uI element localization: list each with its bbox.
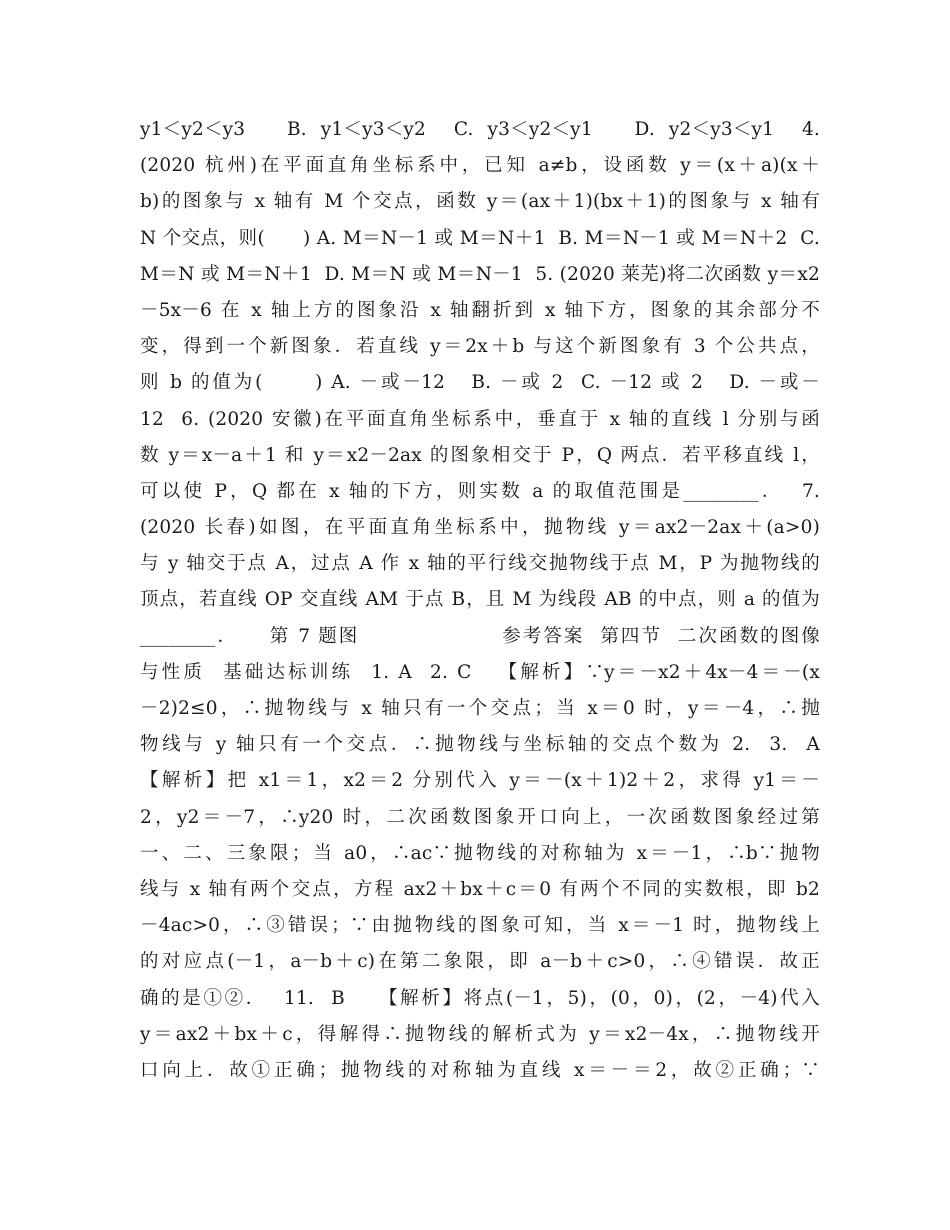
text-line: －5x－6 在 x 轴上方的图象沿 x 轴翻折到 x 轴下方，图象的其余部分不 <box>140 299 820 321</box>
text-line: 变，得到一个新图象．若直线 y＝2x＋b 与这个新图象有 3 个公共点， <box>140 336 820 358</box>
text-line: 与性质 基础达标训练 1. A 2. C 【解析】∵y＝－x2＋4x－4＝－(x <box>140 661 820 683</box>
text-line: 则 b 的值为( ) A. －或－12 B. －或 2 C. －12 或 2 D. －或－ <box>140 372 820 394</box>
text-line: y＝ax2＋bx＋c，得解得∴抛物线的解析式为 y＝x2－4x，∴抛物线开 <box>140 1023 820 1045</box>
text-line: 2，y2＝－7，∴y20 时，二次函数图象开口向上，一次函数图象经过第 <box>140 806 820 828</box>
text-line: M＝N 或 M＝N＋1 D. M＝N 或 M＝N－1 5. (2020 莱芜)将二次函数 y＝x2 <box>140 263 820 285</box>
text-line: 确的是①②． 11. B 【解析】将点(－1，5)，(0，0)，(2，－4)代入 <box>140 987 820 1009</box>
text-line: 与 y 轴交于点 A，过点 A 作 x 轴的平行线交抛物线于点 M，P 为抛物线的 <box>140 553 820 575</box>
text-line: N 个交点，则( ) A. M＝N－1 或 M＝N＋1 B. M＝N－1 或 M＝N＋2 C. <box>140 227 820 249</box>
text-line: 12 6. (2020 安徽)在平面直角坐标系中，垂直于 x 轴的直线 l 分别与函 <box>140 408 820 430</box>
text-line: 口向上．故①正确；抛物线的对称轴为直线 x＝－＝2，故②正确；∵ <box>140 1059 820 1081</box>
text-line: 一、二、三象限；当 a0，∴ac∵抛物线的对称轴为 x＝－1，∴b∵抛物 <box>140 842 820 864</box>
text-line: －2)2≤0，∴抛物线与 x 轴只有一个交点；当 x＝0 时，y＝－4，∴抛 <box>140 698 820 719</box>
text-line: －4ac>0，∴③错误；∵由抛物线的图象可知，当 x＝－1 时，抛物线上 <box>140 915 820 937</box>
text-line: (2020 杭州)在平面直角坐标系中，已知 a≠b，设函数 y＝(x＋a)(x＋ <box>140 155 820 177</box>
text-line: 数 y＝x－a＋1 和 y＝x2－2ax 的图象相交于 P，Q 两点．若平移直线 l， <box>140 444 820 466</box>
text-line: 物线与 y 轴只有一个交点．∴抛物线与坐标轴的交点个数为 2. 3. A <box>140 734 820 756</box>
text-line: (2020 长春)如图，在平面直角坐标系中，抛物线 y＝ax2－2ax＋(a>0) <box>140 517 820 539</box>
text-line: 的对应点(－1，a－b＋c)在第二象限，即 a－b＋c>0，∴④错误．故正 <box>140 951 820 973</box>
document-body <box>140 112 820 1089</box>
text-line: 线与 x 轴有两个交点，方程 ax2＋bx＋c＝0 有两个不同的实数根，即 b2 <box>140 878 820 900</box>
text-line: 顶点，若直线 OP 交直线 AM 于点 B，且 M 为线段 AB 的中点，则 a 的值为 <box>140 589 820 611</box>
text-line: 可以使 P，Q 都在 x 轴的下方，则实数 a 的取值范围是________． 7. <box>140 480 820 502</box>
text-line: ________． 第 7 题图 参考答案 第四节 二次函数的图像 <box>140 625 820 647</box>
text-line: 【解析】把 x1＝1，x2＝2 分别代入 y＝－(x＋1)2＋2，求得 y1＝－ <box>140 770 820 792</box>
text-line: b)的图象与 x 轴有 M 个交点，函数 y＝(ax＋1)(bx＋1)的图象与 x 轴有 <box>140 191 820 213</box>
text-line: y1＜y2＜y3 B. y1＜y3＜y2 C. y3＜y2＜y1 D. y2＜y3＜y1 4. <box>140 119 820 140</box>
